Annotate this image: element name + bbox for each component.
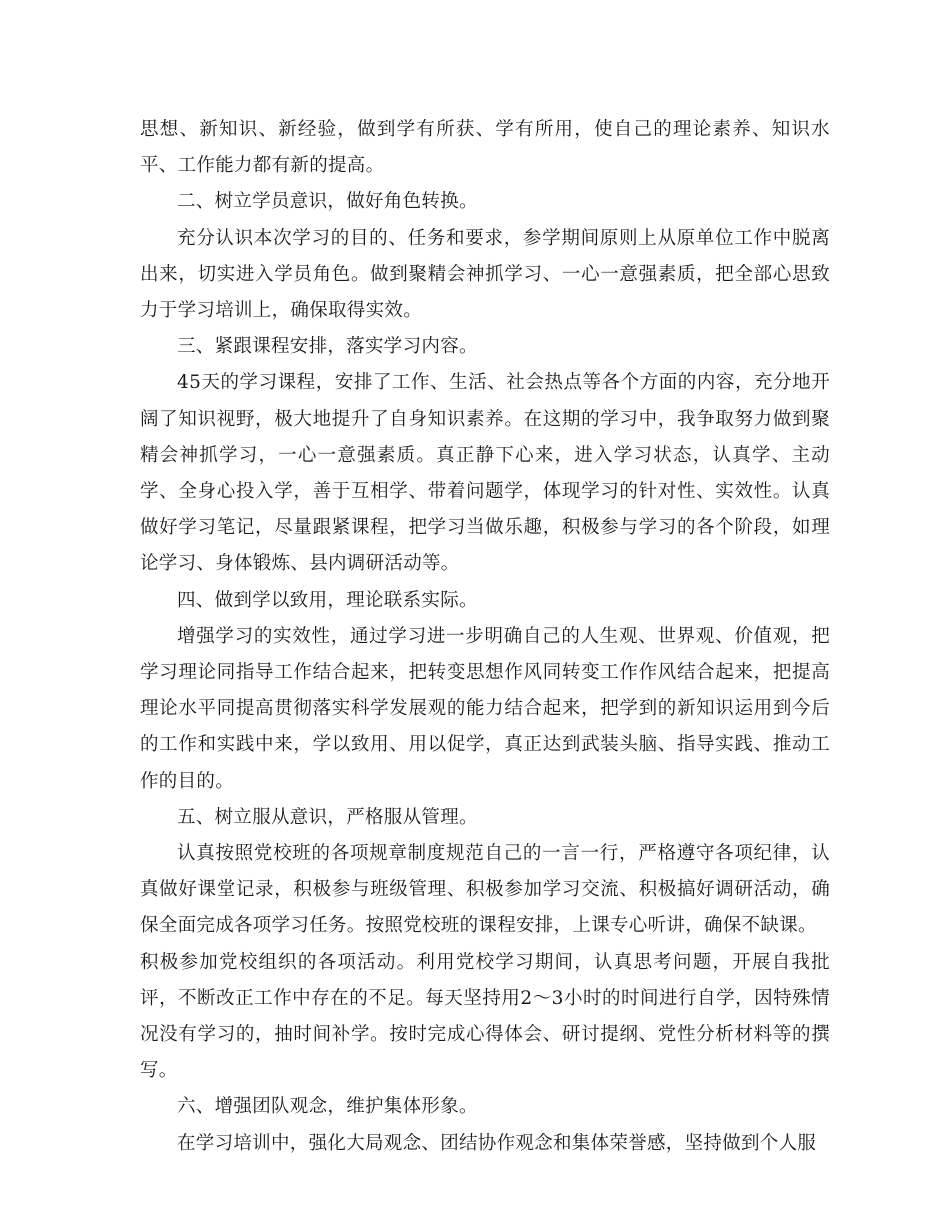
- paragraph-12: 在学习培训中，强化大局观念、团结协作观念和集体荣誉感，坚持做到个人服: [177, 1132, 817, 1154]
- paragraph-5: 45天的学习课程，安排了工作、生活、社会热点等各个方面的内容，充分地开阔了知识视野，极大地提升了自身知识素养。在这期的学习中，我争取努力做到聚精会神抓学习，一心一意强素质。真正静下心来，进入学习状态，认真学、主动学、全身心投入学，善于互相学、带着问题学，体现学习的针对性、实效性。认真做好学习笔记，尽量跟紧课程，把学习当做乐趣，积极参与学习的各个阶段，如理论学习、身体锻炼、县内调研活动等。: [140, 372, 830, 575]
- paragraph-10: 积极参加党校组织的各项活动。利用党校学习期间，认真思考问题，开展自我批评，不断改正工作中存在的不足。每天坚持用2～3小时的时间进行自学，因特殊情况没有学习的，抽时间补学。按时完成心得体会、研讨提纲、党性分析材料等的撰写。: [140, 951, 830, 1082]
- heading-4-apply-learning: 四、做到学以致用，理论联系实际。: [177, 589, 478, 611]
- paragraph-7: 增强学习的实效性，通过学习进一步明确自己的人生观、世界观、价值观，把学习理论同指导工作结合起来，把转变思想作风同转变工作作风结合起来，把提高理论水平同提高贯彻落实科学发展观的能力结合起来，把学到的新知识运用到今后的工作和实践中来，学以致用、用以促学，真正达到武装头脑、指导实践、推动工作的目的。: [140, 625, 830, 792]
- heading-5-obey-management: 五、树立服从意识，严格服从管理。: [177, 806, 478, 828]
- document-page: [140, 112, 830, 1162]
- paragraph-1: 思想、新知识、新经验，做到学有所获、学有所用，使自己的理论素养、知识水平、工作能力都有新的提高。: [140, 119, 830, 177]
- paragraph-3: 充分认识本次学习的目的、任务和要求，参学期间原则上从原单位工作中脱离出来，切实进入学员角色。做到聚精会神抓学习、一心一意强素质，把全部心思致力于学习培训上，确保取得实效。: [140, 227, 830, 322]
- heading-6-team-spirit: 六、增强团队观念，维护集体形象。: [177, 1096, 478, 1118]
- heading-2-role-change: 二、树立学员意识，做好角色转换。: [177, 191, 478, 213]
- paragraph-9: 认真按照党校班的各项规章制度规范自己的一言一行，严格遵守各项纪律，认真做好课堂记录，积极参与班级管理、积极参加学习交流、积极搞好调研活动，确保全面完成各项学习任务。按照党校班的课程安排，上课专心听讲，确保不缺课。: [140, 843, 830, 937]
- heading-3-course-arrangement: 三、紧跟课程安排，落实学习内容。: [177, 336, 478, 358]
